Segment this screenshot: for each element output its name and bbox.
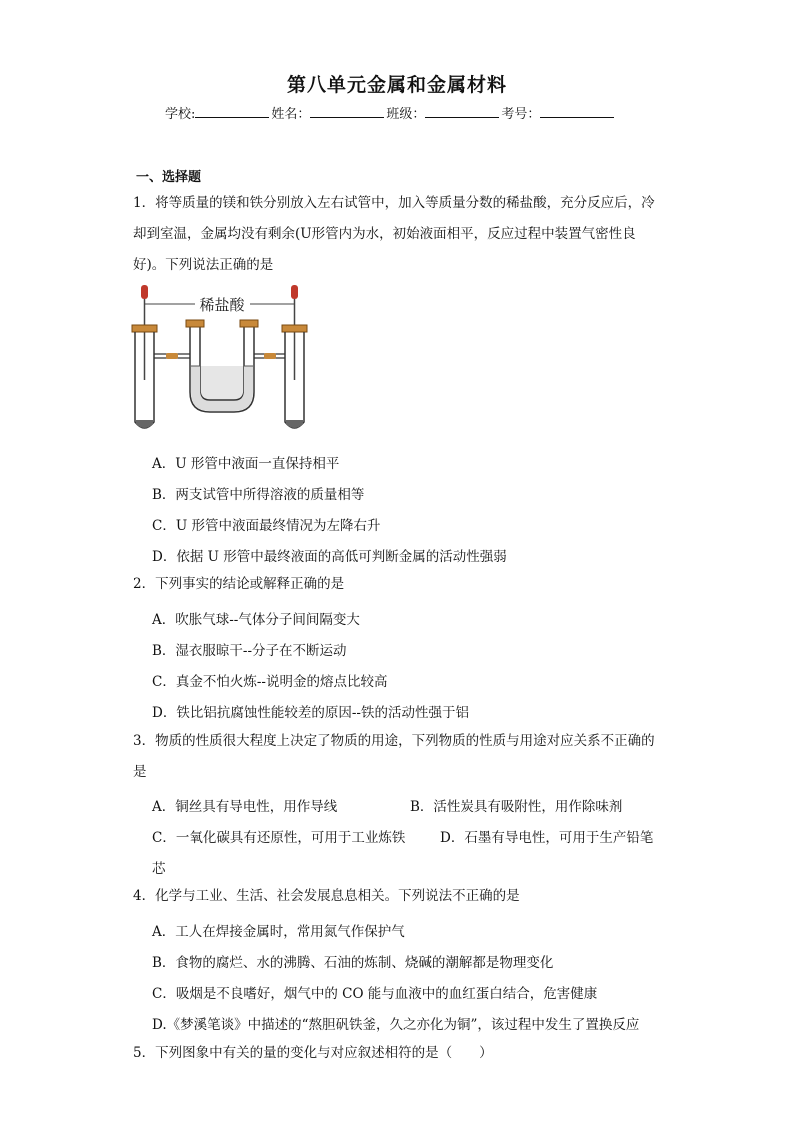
u-tube-apparatus-figure (130, 282, 315, 441)
q1-option-a[interactable]: A．U 形管中液面一直保持相平 (152, 456, 340, 472)
page-title: 第八单元金属和金属材料 (286, 74, 507, 96)
q2-option-a[interactable]: A．吹胀气球--气体分子间间隔变大 (152, 612, 360, 628)
class-blank[interactable] (425, 104, 499, 118)
u-tube (186, 320, 258, 412)
connector-tubes (154, 353, 285, 359)
question-4-stem: 4．化学与工业、生活、社会发展息息相关。下列说法不正确的是 (133, 888, 520, 904)
class-label: 班级： (386, 107, 426, 122)
section-heading: 一、选择题 (136, 170, 202, 185)
school-label: 学校: (165, 107, 196, 122)
q4-option-c[interactable]: C．吸烟是不良嗜好，烟气中的 CO 能与血液中的血红蛋白结合，危害健康 (152, 986, 598, 1002)
q1-option-b[interactable]: B．两支试管中所得溶液的质量相等 (152, 487, 365, 503)
q4-option-b[interactable]: B．食物的腐烂、水的沸腾、石油的炼制、烧碱的潮解都是物理变化 (152, 955, 554, 971)
q3-option-d[interactable]: D．石墨有导电性，可用于生产铅笔 (440, 830, 654, 846)
name-label: 姓名： (271, 107, 311, 122)
q3-option-d-continued: 芯 (152, 861, 166, 877)
question-3-stem: 3．物质的性质很大程度上决定了物质的用途，下列物质的性质与用途对应关系不正确的是 (133, 733, 655, 780)
q1-option-d[interactable]: D．依据 U 形管中最终液面的高低可判断金属的活动性强弱 (152, 549, 507, 565)
figure-label: 稀盐酸 (199, 296, 245, 314)
name-blank[interactable] (310, 104, 384, 118)
q1-option-c[interactable]: C．U 形管中液面最终情况为左降右升 (152, 518, 381, 534)
q2-option-b[interactable]: B．湿衣服晾干--分子在不断运动 (152, 643, 347, 659)
question-2-stem: 2．下列事实的结论或解释正确的是 (133, 576, 345, 592)
question-5-stem: 5．下列图象中有关的量的变化与对应叙述相符的是（ ） (133, 1045, 493, 1061)
q3-option-a[interactable]: A．铜丝具有导电性，用作导线 (152, 799, 338, 815)
student-info-line (165, 103, 616, 122)
q4-option-d[interactable]: D.《梦溪笔谈》中描述的“熬胆矾铁釜，久之亦化为铜”，该过程中发生了置换反应 (152, 1017, 640, 1033)
q3-option-c[interactable]: C．一氧化碳具有还原性，可用于工业炼铁 (152, 830, 406, 846)
q2-option-d[interactable]: D．铁比铝抗腐蚀性能较差的原因--铁的活动性强于铝 (152, 705, 469, 721)
q4-option-a[interactable]: A．工人在焊接金属时，常用氮气作保护气 (152, 924, 405, 940)
school-blank[interactable] (195, 104, 269, 118)
number-label: 考号： (501, 107, 541, 122)
question-1-stem: 1．将等质量的镁和铁分别放入左右试管中，加入等质量分数的稀盐酸，充分反应后，冷却到室温，金属均没有剩余(U形管内为水，初始液面相平，反应过程中装置气密性良好)。下列说法正确的是 (133, 195, 655, 273)
q3-option-b[interactable]: B．活性炭具有吸附性，用作除味剂 (410, 799, 623, 815)
q2-option-c[interactable]: C．真金不怕火炼--说明金的熔点比较高 (152, 674, 388, 690)
number-blank[interactable] (540, 104, 614, 118)
